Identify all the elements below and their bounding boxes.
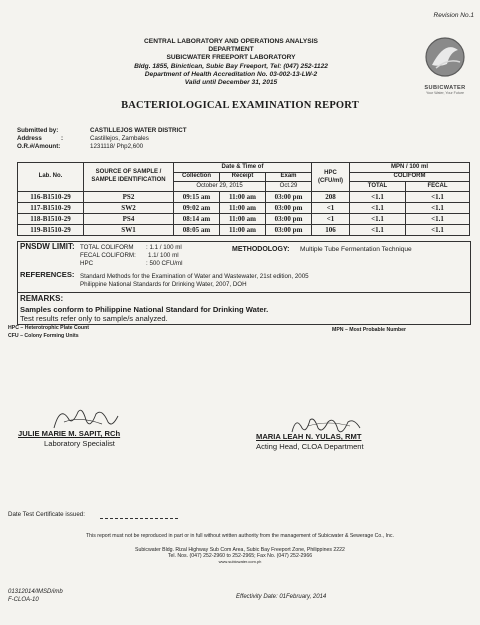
cell-exam: 03:00 pm (266, 213, 312, 224)
table-row (18, 224, 470, 235)
col-header-collection: Collection (174, 172, 220, 182)
cell-hpc: <1 (312, 213, 350, 224)
fecal-coliform-value: 1.1/ 100 ml (148, 252, 179, 259)
fecal-coliform-label: FECAL COLIFORM: (80, 252, 136, 259)
results-table (17, 162, 470, 236)
cell-source: PS4 (84, 213, 174, 224)
logo-name: SUBICWATER (424, 85, 466, 91)
revision-label: Revision No.1 (433, 12, 474, 19)
address-label: Address (17, 135, 42, 142)
cell-receipt: 11:00 am (220, 224, 266, 235)
col-header-coliform: COLIFORM (350, 172, 470, 182)
letterhead-line-2: DEPARTMENT (208, 46, 254, 54)
or-amount-value: 1231118/ Php2,600 (90, 143, 144, 150)
report-title: BACTERIOLOGICAL EXAMINATION REPORT (121, 100, 359, 111)
table-row (18, 202, 470, 213)
total-coliform-label: TOTAL COLIFORM (80, 244, 134, 251)
methodology-label: METHODOLOGY: (232, 246, 290, 253)
cell-receipt: 11:00 am (220, 202, 266, 213)
methodology-value: Multiple Tube Fermentation Technique (300, 246, 412, 253)
cell-total: <1.1 (350, 224, 406, 235)
subicwater-logo-icon (420, 34, 470, 80)
cell-fecal: <1.1 (406, 202, 470, 213)
cell-collection: 09:15 am (174, 191, 220, 202)
letterhead-line-4: Bldg. 1855, Binictican, Subic Bay Freeport, Tel: (047) 252-1122 (134, 62, 328, 70)
cell-hpc: <1 (312, 202, 350, 213)
reference-2: Philippine National Standards for Drinking Water, 2007, DOH (80, 281, 247, 288)
cell-collection: 08:05 am (174, 224, 220, 235)
col-header-date-time: Date & Time of (174, 163, 312, 173)
cell-source: SW1 (84, 224, 174, 235)
cell-lab-no: 116-B1510-29 (18, 191, 84, 202)
references-label: REFERENCES: (20, 270, 75, 279)
signatory-left-name: JULIE MARIE M. SAPIT, RCh (18, 429, 121, 438)
cell-exam: 03:00 pm (266, 191, 312, 202)
letterhead-line-5: Department of Health Accreditation No. 03-002-13-LW-2 (144, 70, 318, 78)
footer-contact: Tel. Nos. (047) 252-2960 to 252-2965; Fax No. (047) 252-2966 (167, 553, 313, 559)
col-header-hpc: HPC (CFU/ml) (312, 163, 350, 192)
cell-hpc: 106 (312, 224, 350, 235)
cell-source: PS2 (84, 191, 174, 202)
col-header-source: SOURCE OF SAMPLE / SAMPLE IDENTIFICATION (84, 163, 174, 192)
cell-collection: 08:14 am (174, 213, 220, 224)
subicwater-logo (420, 34, 470, 100)
remarks-line-1: Samples conform to Philippine National Standard for Drinking Water. (20, 305, 269, 314)
cell-total: <1.1 (350, 202, 406, 213)
cell-hpc: 208 (312, 191, 350, 202)
cell-total: <1.1 (350, 213, 406, 224)
cell-exam: 03:00 pm (266, 224, 312, 235)
letterhead (96, 38, 366, 87)
effectivity-date: Effectivity Date: 01February, 2014 (236, 594, 327, 600)
table-row (18, 213, 470, 224)
letterhead-line-6: Valid until December 31, 2015 (184, 79, 278, 87)
footer-web: www.subicwater.com.ph (218, 559, 262, 564)
or-amount-label: O.R.#/Amount: (17, 143, 61, 150)
legend-mpn: MPN – Most Probable Number (332, 327, 407, 333)
cell-collection: 09:02 am (174, 202, 220, 213)
pnsdw-limit-label: PNSDW LIMIT: (20, 242, 75, 251)
cell-lab-no: 119-B1510-29 (18, 224, 84, 235)
cell-exam: 03:00 pm (266, 202, 312, 213)
reference-1: Standard Methods for the Examination of Water and Wastewater, 21st edition, 2005 (80, 273, 309, 280)
col-header-exam: Exam (266, 172, 312, 182)
total-coliform-value: : 1.1 / 100 ml (146, 244, 182, 251)
cell-lab-no: 118-B1510-29 (18, 213, 84, 224)
certificate-issued-label: Date Test Certificate issued: (8, 511, 85, 518)
letterhead-line-3: SUBICWATER FREEPORT LABORATORY (166, 54, 296, 62)
table-row (18, 191, 470, 202)
address-value: Castillejos, Zambales (90, 135, 149, 142)
cell-total: <1.1 (350, 191, 406, 202)
reproduction-notice: This report must not be reproduced in part or in full without written authority from the management of Subicwater & Sewerage Co., Inc. (86, 533, 394, 539)
date-exam: Oct.29 (266, 182, 312, 192)
remarks-line-2: Test results refer only to sample/s analyzed. (20, 314, 168, 323)
signatory-left-title: Laboratory Specialist (44, 439, 115, 448)
col-header-total: TOTAL (350, 182, 406, 192)
date-collection-receipt: October 29, 2015 (174, 182, 266, 192)
cell-receipt: 11:00 am (220, 213, 266, 224)
col-header-mpn: MPN / 100 ml (350, 163, 470, 173)
hpc-limit-value: : 500 CFU/ml (146, 260, 183, 267)
letterhead-line-1: CENTRAL LABORATORY AND OPERATIONS ANALYSIS (144, 38, 318, 45)
col-header-lab-no: Lab. No. (18, 163, 84, 192)
footer-code-1: 01312014/IMSD/imb (8, 589, 63, 595)
cell-fecal: <1.1 (406, 224, 470, 235)
col-header-fecal: FECAL (406, 182, 470, 192)
col-header-receipt: Receipt (220, 172, 266, 182)
legend-cfu: CFU – Colony Forming Units (8, 333, 79, 339)
cell-fecal: <1.1 (406, 213, 470, 224)
submitted-by-label: Submitted by: (17, 127, 59, 134)
signatory-right-name: MARIA LEAH N. YULAS, RMT (256, 432, 362, 441)
logo-tagline: Your Water, Your Future (425, 91, 465, 95)
cell-lab-no: 117-B1510-29 (18, 202, 84, 213)
submitted-by-value: CASTILLEJOS WATER DISTRICT (90, 127, 187, 134)
legend-hpc: HPC – Heterotrophic Plate Count (8, 325, 89, 331)
certificate-issued-line (100, 518, 178, 519)
cell-receipt: 11:00 am (220, 191, 266, 202)
remarks-label: REMARKS: (20, 294, 64, 303)
footer-address: Subicwater Bldg. Rizal Highway Sub Com Area, Subic Bay Freeport Zone, Philippines 2222 (135, 547, 345, 553)
cell-fecal: <1.1 (406, 191, 470, 202)
cell-source: SW2 (84, 202, 174, 213)
hpc-limit-label: HPC (80, 260, 94, 267)
address-colon: : (61, 135, 64, 142)
signatory-right-title: Acting Head, CLOA Department (256, 442, 364, 451)
footer-code-2: F-CLOA-10 (8, 597, 39, 603)
